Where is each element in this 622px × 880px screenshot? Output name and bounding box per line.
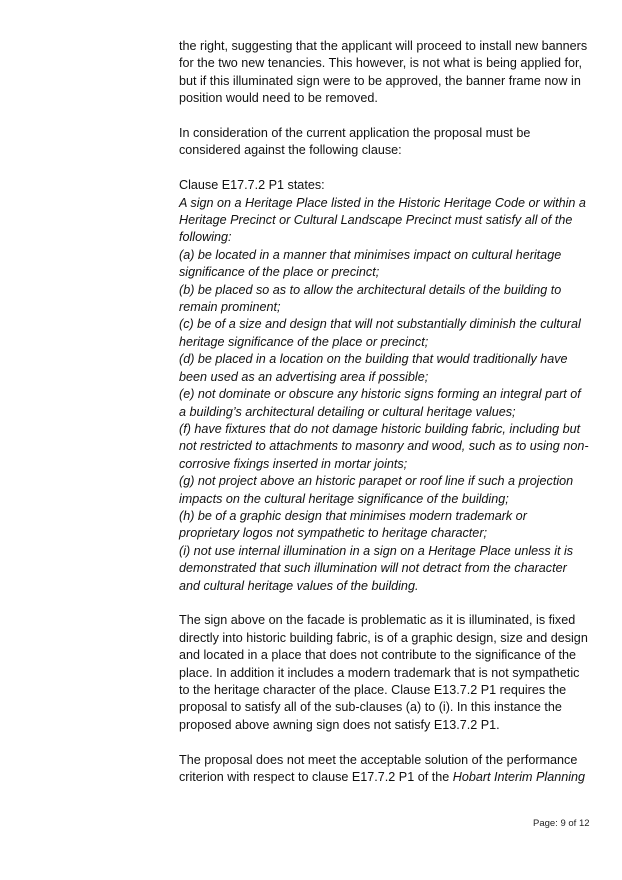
paragraph-spacer bbox=[179, 595, 589, 612]
clause-item-i: (i) not use internal illumination in a sign on a Heritage Place unless it is demonstrated that such illumination will not detract from the character and cultural heritage values of the building. bbox=[179, 543, 574, 593]
clause-item-g: (g) not project above an historic parapet or roof line if such a projection impacts on the cultural heritage significance of the building; bbox=[179, 474, 574, 506]
paragraph-consideration: In consideration of the current application the proposal must be considered against the following clause: bbox=[179, 126, 531, 158]
clause-item-d: (d) be placed in a location on the building that would traditionally have been used as an advertising area if possible; bbox=[179, 352, 568, 384]
clause-item-f: (f) have fixtures that do not damage historic building fabric, including but not restricted to attachments to masonry and wood, such as to using non-corrosive fixings inserted in mortar joints; bbox=[179, 421, 589, 471]
clause-item-e: (e) not dominate or obscure any historic signs forming an integral part of a building’s architectural detailing or cultural heritage values; bbox=[179, 387, 581, 419]
clause-item-c: (c) be of a size and design that will not substantially diminish the cultural heritage significance of the place or precinct; bbox=[179, 317, 581, 349]
planning-scheme-title: Hobart Interim Planning bbox=[452, 770, 586, 784]
paragraph-assessment: The sign above on the facade is problematic as it is illuminated, is fixed directly into historic building fabric, is of a graphic design, size and design and located in a place that does not contribute to the significance of the place. In addition it includes a modern trademark that is not sympathetic to the heritage character of the place. Clause E13.7.2 P1 requires the proposal to satisfy all of the sub-clauses (a) to (i). In this instance the proposed above awning sign does not satisfy E13.7.2 P1. bbox=[179, 613, 588, 732]
clause-item-b: (b) be placed so as to allow the architectural details of the building to remain prominent; bbox=[179, 282, 562, 315]
clause-heading: Clause E17.7.2 P1 states: bbox=[179, 178, 325, 193]
page-number: Page: 9 of 12 bbox=[533, 818, 590, 829]
paragraph-intro: the right, suggesting that the applicant will proceed to install new banners for the two new tenancies. This however, is not what is being applied for, but if this illuminated sign were to be approved, the banner frame now in position would need to be removed. bbox=[179, 39, 588, 106]
clause-item-a: (a) be located in a manner that minimises impact on cultural heritage significance of the place or precinct; bbox=[179, 247, 562, 280]
conclusion-text: The proposal does not meet the acceptable solution of the performance criterion with respect to clause E17.7.2 P1 of the bbox=[179, 752, 578, 784]
document-body bbox=[179, 38, 589, 786]
paragraph-spacer bbox=[179, 734, 589, 751]
clause-intro: A sign on a Heritage Place listed in the Historic Heritage Code or within a Heritage Precinct or Cultural Landscape Precinct must satisfy all of the following: bbox=[179, 195, 586, 245]
paragraph-conclusion bbox=[179, 752, 589, 787]
clause-item-h: (h) be of a graphic design that minimises modern trademark or proprietary logos not sympathetic to heritage character; bbox=[179, 508, 527, 541]
paragraph-spacer bbox=[179, 108, 589, 125]
paragraph-spacer bbox=[179, 160, 589, 177]
